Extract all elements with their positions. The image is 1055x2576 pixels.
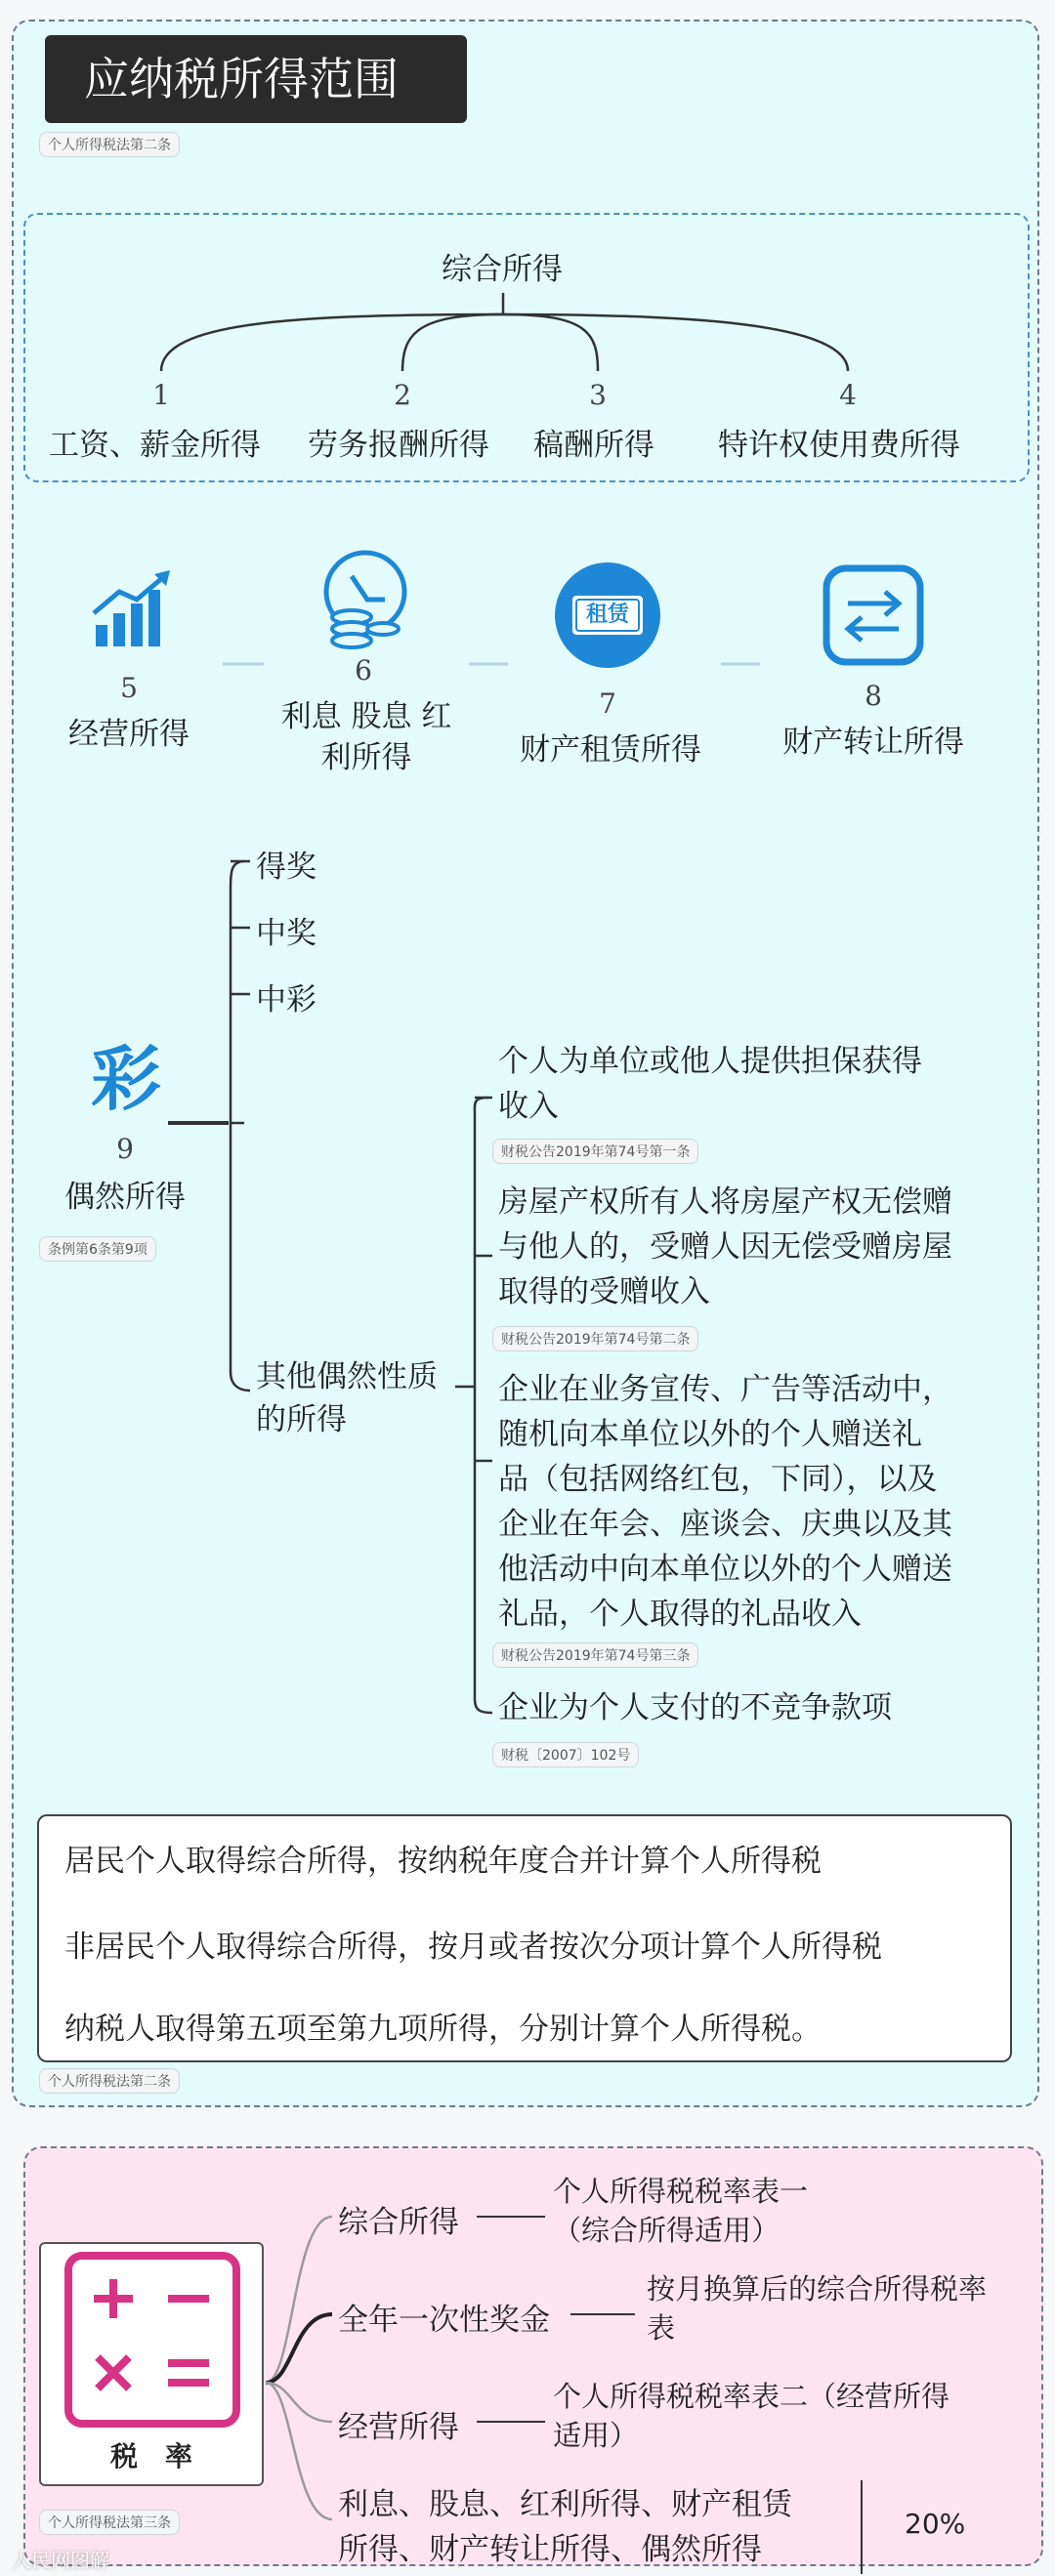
item-number: 1 [152, 379, 170, 411]
name-line: 所得、财产转让所得、偶然所得 [338, 2532, 762, 2567]
source-tag: 条例第6条第9项 [39, 1236, 156, 1262]
income-item-franchise: 特许权使用费所得 [718, 428, 960, 463]
item-line: 与他人的，受赠人因无偿受赠房屋 [498, 1229, 952, 1265]
item-number: 5 [120, 672, 138, 704]
item-line: 企业为个人支付的不竞争款项 [498, 1690, 892, 1725]
note-line: 非居民个人取得综合所得，按月或者按次分项计算个人所得税 [64, 1930, 882, 1965]
name-line: 利息、股息、红利所得、财产租赁 [338, 2487, 792, 2522]
note-line: 纳税人取得第五项至第九项所得，分别计算个人所得税。 [64, 2012, 822, 2047]
tax-rate-flat-value: 20% [905, 2508, 966, 2540]
item-number: 9 [116, 1133, 134, 1165]
item-number: 3 [589, 379, 607, 411]
item-number: 6 [355, 654, 372, 686]
item-line: 他活动中向本单位以外的个人赠送 [498, 1552, 952, 1587]
item-line: 房屋产权所有人将房屋产权无偿赠 [498, 1184, 952, 1220]
income-item-business: 经营所得 [68, 717, 190, 752]
tax-rate-row-comprehensive: 综合所得 [338, 2205, 459, 2240]
income-item-lease: 财产租赁所得 [520, 732, 701, 768]
source-tag: 财税公告2019年第74号第二条 [492, 1326, 698, 1351]
occasional-other-line1: 其他偶然性质 [256, 1359, 438, 1394]
lottery-glyph-icon: 彩 [90, 1038, 161, 1120]
item-line: 收入 [498, 1089, 559, 1124]
watermark: 人民网图解 [12, 2549, 109, 2572]
income-item-interest-line1: 利息 股息 红 [280, 699, 452, 734]
income-item-royalty-manuscript: 稿酬所得 [533, 428, 654, 463]
item-line: 品（包括网络红包，下同），以及 [498, 1462, 938, 1497]
tax-rate-value [553, 2172, 808, 2250]
source-tag: 个人所得税法第三条 [39, 2510, 180, 2535]
item-line: 随机向本单位以外的个人赠送礼 [498, 1417, 922, 1452]
value-line: 按月换算后的综合所得税率 [647, 2272, 988, 2306]
income-item-occasional: 偶然所得 [64, 1180, 186, 1215]
value-line: 表 [647, 2311, 676, 2345]
item-number: 2 [394, 379, 411, 411]
occasional-other-line2: 的所得 [256, 1402, 347, 1437]
item-number: 8 [865, 680, 882, 712]
tax-rate-row-flat [338, 2482, 792, 2572]
value-line: 个人所得税税率表二（经营所得 [553, 2380, 950, 2413]
source-tag: 个人所得税法第二条 [39, 2068, 180, 2094]
value-line: （综合所得适用） [553, 2214, 781, 2247]
item-line: 个人为单位或他人提供担保获得 [498, 1044, 922, 1079]
tax-rate-value [553, 2377, 950, 2455]
item-line: 企业在业务宣传、广告等活动中， [498, 1372, 952, 1407]
tax-rate-icon-label: 税 率 [109, 2440, 192, 2472]
note-line: 居民个人取得综合所得，按纳税年度合并计算个人所得税 [64, 1844, 822, 1879]
occasional-type-award: 得奖 [256, 850, 316, 885]
source-tag: 财税〔2007〕102号 [492, 1742, 639, 1767]
item-line: 企业在年会、座谈会、庆典以及其 [498, 1507, 952, 1542]
page-title: 应纳税所得范围 [45, 35, 467, 123]
income-item-labor: 劳务报酬所得 [308, 428, 489, 463]
occasional-type-prize: 中奖 [256, 916, 316, 951]
item-line: 取得的受赠收入 [498, 1274, 710, 1309]
occasional-type-lottery: 中彩 [256, 982, 316, 1018]
tax-rate-row-bonus: 全年一次性奖金 [338, 2303, 550, 2338]
income-item-transfer: 财产转让所得 [782, 725, 964, 760]
item-line: 礼品，个人取得的礼品收入 [498, 1597, 862, 1632]
income-item-wages: 工资、薪金所得 [49, 428, 261, 463]
income-item-interest-line2: 利所得 [320, 740, 412, 775]
tax-rate-row-business: 经营所得 [338, 2410, 459, 2445]
value-line: 适用） [553, 2419, 639, 2452]
source-tag: 财税公告2019年第74号第三条 [492, 1642, 698, 1668]
item-number: 7 [599, 687, 616, 720]
tax-rate-value [647, 2269, 987, 2347]
lease-badge-text: 租赁 [585, 602, 629, 627]
source-tag: 个人所得税法第二条 [39, 132, 180, 157]
source-tag: 财税公告2019年第74号第一条 [492, 1139, 698, 1164]
comprehensive-income-label: 综合所得 [442, 252, 563, 287]
value-line: 个人所得税税率表一 [553, 2175, 809, 2208]
item-number: 4 [839, 379, 857, 411]
